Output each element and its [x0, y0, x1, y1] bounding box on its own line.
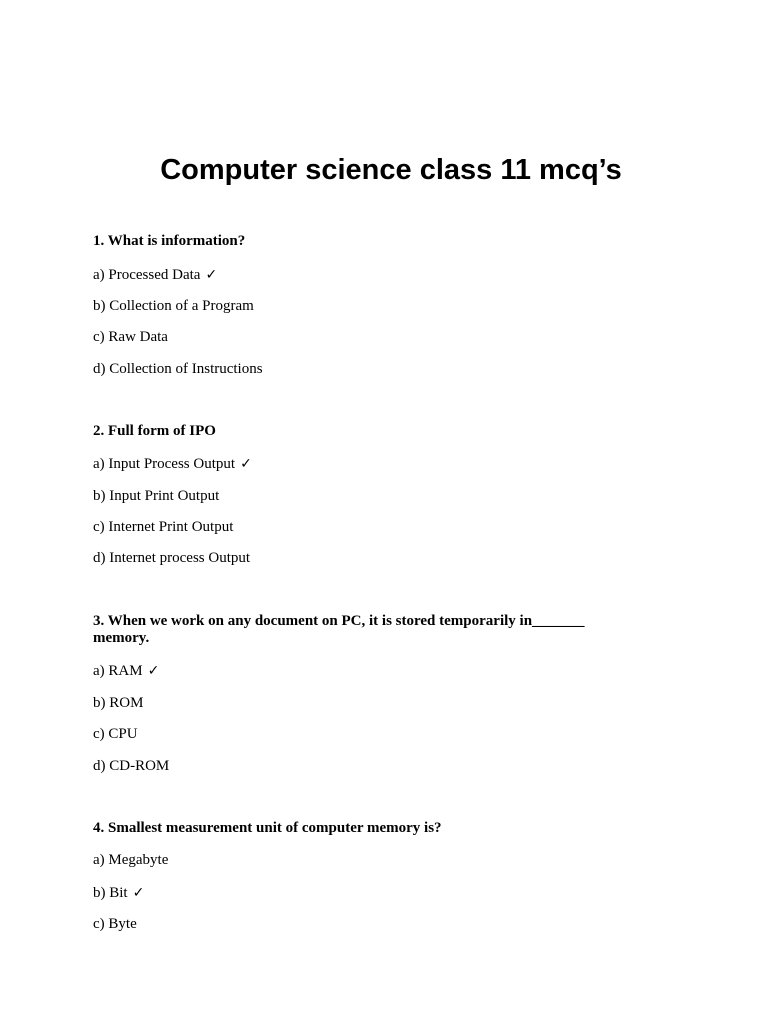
- option-4b: [93, 884, 633, 902]
- option-text: b) Input Print Output: [93, 488, 220, 504]
- check-mark-icon: ✓: [147, 663, 160, 679]
- option-text: c) Byte: [93, 916, 137, 932]
- option-2d: [93, 549, 633, 567]
- option-1a: [93, 266, 633, 284]
- option-text: c) Internet Print Output: [93, 519, 234, 535]
- check-mark-icon: ✓: [240, 456, 252, 472]
- question-2: 2. Full form of IPO: [93, 423, 216, 439]
- option-4a: [93, 851, 633, 869]
- option-3a: [93, 662, 633, 680]
- option-text: c) CPU: [93, 726, 138, 742]
- option-text: d) Internet process Output: [93, 550, 251, 566]
- option-3c: [93, 725, 633, 743]
- option-text: c) Raw Data: [93, 329, 168, 345]
- option-text: a) Input Process Output: [93, 456, 236, 472]
- option-2b: [93, 487, 633, 505]
- question-1: 1. What is information?: [93, 233, 246, 249]
- option-text: b) ROM: [93, 695, 144, 711]
- option-3b: [93, 694, 633, 712]
- check-mark-icon: ✓: [132, 885, 145, 901]
- option-text: b) Collection of a Program: [93, 298, 254, 314]
- option-text: d) CD-ROM: [93, 758, 170, 774]
- option-text: d) Collection of Instructions: [93, 361, 263, 377]
- option-text: a) RAM: [93, 663, 143, 679]
- page-title: Computer science class 11 mcq’s: [160, 154, 622, 186]
- option-1c: [93, 328, 633, 346]
- option-text: a) Megabyte: [93, 852, 169, 868]
- option-1b: [93, 297, 633, 315]
- question-4: 4. Smallest measurement unit of computer memory is?: [93, 820, 442, 836]
- option-1d: [93, 360, 633, 378]
- check-mark-icon: ✓: [205, 267, 218, 283]
- option-4c: [93, 915, 633, 933]
- option-3d: [93, 757, 633, 775]
- option-text: b) Bit: [93, 885, 128, 901]
- option-2c: [93, 518, 633, 536]
- option-2a: [93, 455, 633, 473]
- option-text: a) Processed Data: [93, 267, 201, 283]
- question-3: 3. When we work on any document on PC, it is stored temporarily in_______ memory.: [93, 613, 585, 646]
